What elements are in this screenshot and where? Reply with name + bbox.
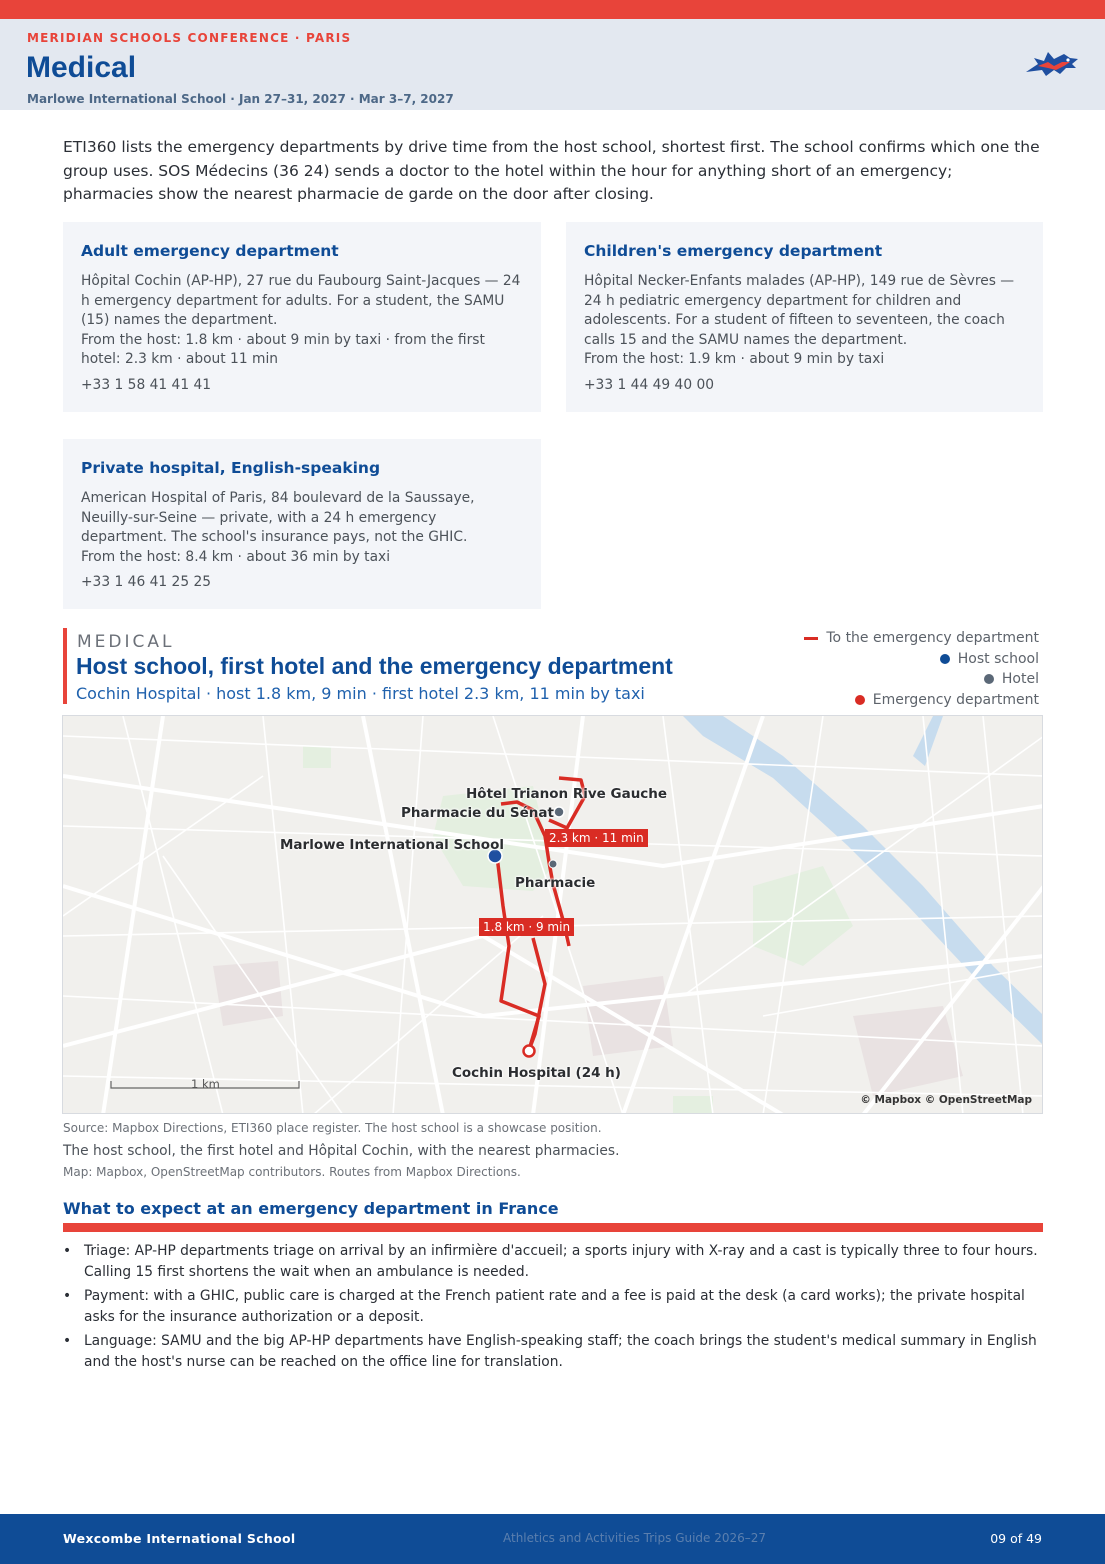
card-distance: From the host: 8.4 km · about 36 min by taxi bbox=[81, 548, 391, 565]
map-caption: The host school, the first hotel and Hôpital Cochin, with the nearest pharmacies. bbox=[63, 1143, 620, 1159]
private-hospital-card bbox=[63, 439, 541, 609]
page-footer bbox=[0, 1514, 1105, 1564]
card-phone[interactable]: +33 1 46 41 25 25 bbox=[81, 574, 212, 590]
expectations-list bbox=[63, 1241, 1038, 1376]
card-body: Hôpital Necker-Enfants malades (AP-HP), 149 rue de Sèvres — 24 h pediatric emergency department for children and adolescents. For a student of fifteen to seventeen, the coach calls 15 and the SAMU names the department. bbox=[584, 273, 1015, 348]
pharmacy-senat-label: Pharmacie du Sénat bbox=[401, 805, 554, 821]
school-label: Marlowe International School bbox=[280, 837, 504, 853]
intro-paragraph: ETI360 lists the emergency departments by drive time from the host school, shortest first. The school confirms which one the group uses. SOS Médecins (36 24) sends a doctor to the hotel within the hour for anything short of an emergency; pharmacies show the nearest pharmacie de garde on the door after closing. bbox=[63, 138, 1040, 203]
school-dates-subline: Marlowe International School · Jan 27–31, 2027 · Mar 3–7, 2027 bbox=[27, 92, 454, 106]
footer-page-number: 09 of 49 bbox=[990, 1531, 1042, 1546]
hotel-label: Hôtel Trianon Rive Gauche bbox=[466, 786, 668, 802]
hotel-route-tag: 2.3 km · 11 min bbox=[545, 829, 648, 847]
map-attribution[interactable]: © Mapbox © OpenStreetMap bbox=[860, 1094, 1032, 1106]
map-title: Host school, first hotel and the emergency department bbox=[76, 653, 673, 679]
legend-item-emergency bbox=[804, 690, 1039, 711]
legend-item-host-school bbox=[804, 649, 1039, 670]
card-title: Children's emergency department bbox=[584, 242, 883, 260]
card-distance: From the host: 1.9 km · about 9 min by taxi bbox=[584, 351, 885, 367]
hospital-label: Cochin Hospital (24 h) bbox=[452, 1065, 621, 1081]
card-title: Adult emergency department bbox=[81, 242, 339, 260]
host-school-dot-icon bbox=[940, 654, 950, 664]
map-kicker: MEDICAL bbox=[77, 632, 175, 652]
map-subtitle: Cochin Hospital · host 1.8 km, 9 min · first hotel 2.3 km, 11 min by taxi bbox=[76, 684, 645, 703]
route-line-swatch bbox=[804, 637, 818, 640]
hotel-dot-icon bbox=[984, 674, 994, 684]
section-rule bbox=[63, 1223, 1043, 1232]
conference-eyebrow: MERIDIAN SCHOOLS CONFERENCE · PARIS bbox=[27, 31, 352, 45]
mascot-logo-icon bbox=[1024, 44, 1080, 84]
card-body: Hôpital Cochin (AP-HP), 27 rue du Faubourg Saint-Jacques — 24 h emergency department for adults. For a student, the SAMU (15) names the department. bbox=[81, 273, 521, 328]
map-legend bbox=[804, 628, 1039, 710]
list-item: • Language: SAMU and the big AP-HP departments have English-speaking staff; the coach brings the student's medical summary in English and the host's nurse can be reached on the office line for translation. bbox=[63, 1331, 1038, 1372]
card-distance: From the host: 1.8 km · about 9 min by taxi · from the first hotel: 2.3 km · about 11 min bbox=[81, 331, 485, 367]
adult-emergency-card bbox=[63, 222, 541, 412]
legend-item-route bbox=[804, 628, 1039, 649]
map-source: Source: Mapbox Directions, ETI360 place register. The host school is a showcase position. bbox=[63, 1121, 602, 1135]
map-canvas bbox=[63, 716, 1043, 1114]
footer-guide-title: Athletics and Activities Trips Guide 2026–27 bbox=[503, 1531, 767, 1545]
list-item: • Payment: with a GHIC, public care is charged at the French patient rate and a fee is paid at the desk (a card works); the private hospital asks for the insurance authorization or a deposit. bbox=[63, 1286, 1038, 1327]
card-phone[interactable]: +33 1 58 41 41 41 bbox=[81, 376, 212, 393]
map-credit: Map: Mapbox, OpenStreetMap contributors. Routes from Mapbox Directions. bbox=[63, 1165, 521, 1179]
route-map[interactable] bbox=[62, 715, 1043, 1114]
pharmacy-marker[interactable] bbox=[549, 860, 557, 868]
top-accent-bar bbox=[0, 0, 1105, 19]
emergency-dot-icon bbox=[855, 695, 865, 705]
scale-label: 1 km bbox=[191, 1077, 220, 1091]
legend-label: Emergency department bbox=[872, 691, 1039, 708]
card-phone[interactable]: +33 1 44 49 40 00 bbox=[584, 376, 715, 393]
map-accent-rule bbox=[63, 628, 67, 704]
page-title: Medical bbox=[26, 51, 137, 84]
pharmacy-label: Pharmacie bbox=[515, 875, 596, 891]
footer-school: Wexcombe International School bbox=[63, 1531, 296, 1546]
section-heading: What to expect at an emergency department in France bbox=[63, 1199, 559, 1218]
card-title: Private hospital, English-speaking bbox=[81, 459, 381, 477]
hotel-marker[interactable] bbox=[554, 807, 564, 817]
legend-label: Hotel bbox=[1001, 671, 1039, 688]
legend-label: To the emergency department bbox=[826, 630, 1039, 647]
list-item: • Triage: AP-HP departments triage on arrival by an infirmière d'accueil; a sports injury with X-ray and a cast is typically three to four hours. Calling 15 first shortens the wait when an ambulance is needed. bbox=[63, 1241, 1038, 1282]
legend-item-hotel bbox=[804, 669, 1039, 690]
card-body: American Hospital of Paris, 84 boulevard de la Saussaye, Neuilly-sur-Seine — private, with a 24 h emergency department. The school's insurance pays, not the GHIC. bbox=[81, 490, 475, 545]
children-emergency-card bbox=[566, 222, 1043, 412]
host-route-tag: 1.8 km · 9 min bbox=[479, 918, 574, 936]
hospital-marker[interactable] bbox=[524, 1046, 535, 1057]
legend-label: Host school bbox=[957, 650, 1039, 667]
